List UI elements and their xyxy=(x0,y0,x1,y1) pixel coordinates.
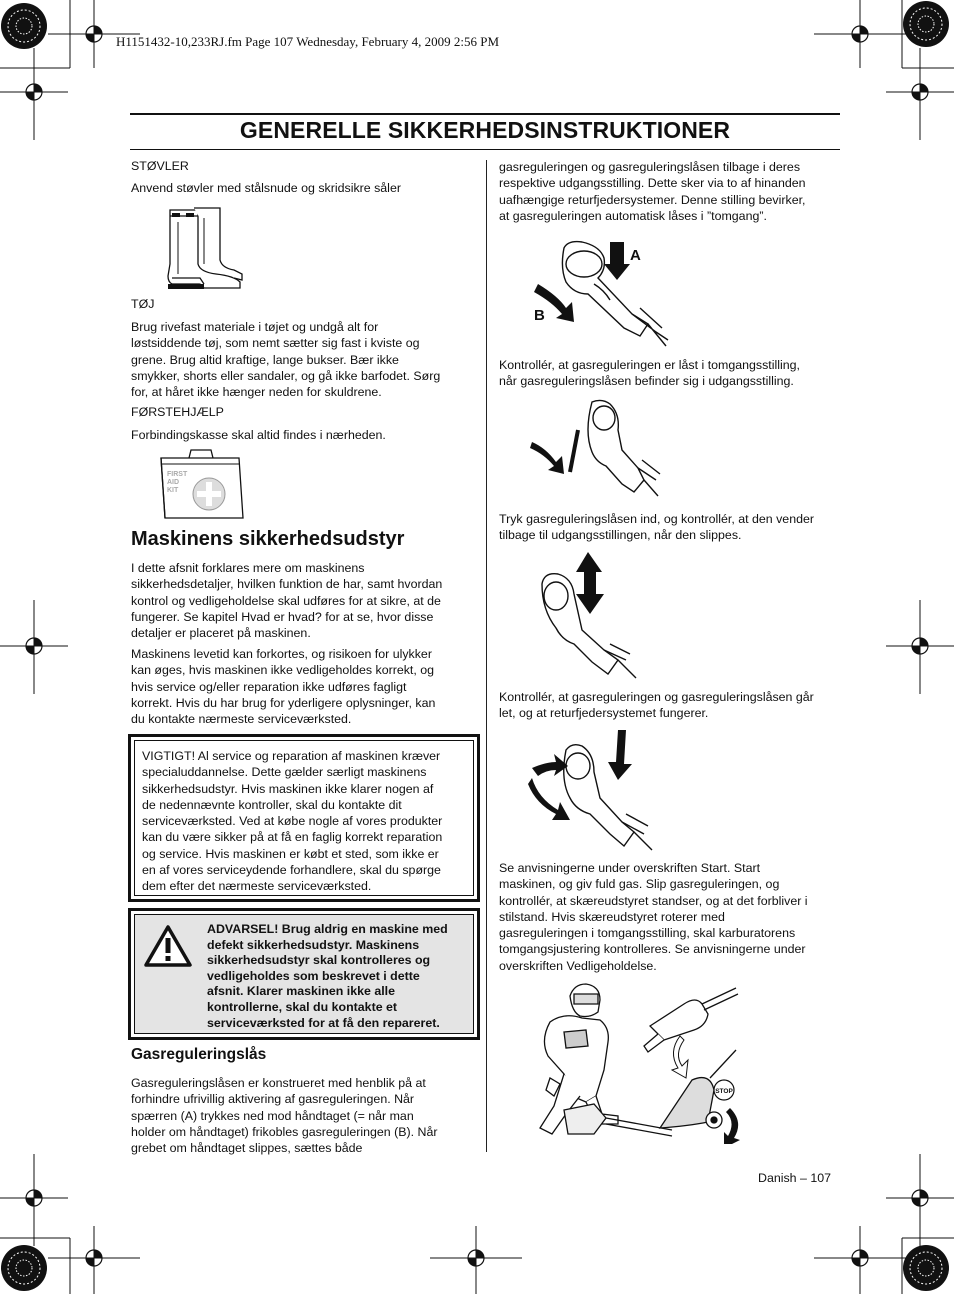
text-line: når gasreguleringslåsen befinder sig i udgangsstilling. xyxy=(499,374,794,389)
section-heading: Maskinens sikkerhedsudstyr xyxy=(131,528,405,550)
text-line: hvis service og/eller reparation ikke udføres fagligt xyxy=(131,679,407,694)
text-line: afsnit. Klarer maskinen ikke alle xyxy=(207,984,396,999)
label-b: B xyxy=(534,307,545,324)
title-rule-bottom xyxy=(130,149,840,150)
text-line: detaljer er placeret på maskinen. xyxy=(131,626,311,641)
subsection-heading: Gasreguleringslås xyxy=(131,1046,267,1063)
return-spring-paragraph xyxy=(499,159,806,224)
text-line: at gasreguleringen automatisk låses i ”tomgang”. xyxy=(499,208,767,223)
text-line: og service. Hvis maskinen er købt et sted, som ikke er xyxy=(142,846,439,861)
text-line: kontrollerne, skal du kontakte et xyxy=(207,999,398,1014)
text-line: Kontrollér, at gasreguleringen er låst i tomgangsstilling, xyxy=(499,358,800,372)
text-line: maskinen, og giv fuld gas. Slip gasreguleringen, og xyxy=(499,877,780,892)
warning-triangle-icon xyxy=(143,924,193,968)
text-line: sikkerhedsudstyr skal kontrolleres og xyxy=(207,953,431,968)
first-aid-kit-illustration xyxy=(155,448,247,524)
text-line: sikkerhedsdetaljer, hvilken funktion de har, samt hvordan xyxy=(131,577,443,592)
text-line: vedligeholdes som beskrevet i dette xyxy=(207,968,420,983)
text-line: tomgangsjustering kontrolleres. Se anvisningerne under xyxy=(499,942,806,957)
text-line: overskriften Vedligeholdelse. xyxy=(499,958,657,973)
text-line: Gasreguleringslåsen er konstrueret med henblik på at xyxy=(131,1076,426,1090)
text-line: Brug rivefast materiale i tøjet og undgå alt for xyxy=(131,320,379,334)
text-line: sikkerhedsudstyr. Hvis maskinen ikke klarer nogen af xyxy=(142,781,434,796)
text-line: de nedennævnte kontroller, skal du kontakte dit xyxy=(142,797,402,812)
text-line: grebet om håndtaget slippes, sættes både xyxy=(131,1141,363,1156)
boots-illustration xyxy=(160,204,246,294)
warning-text xyxy=(207,922,473,1031)
text-line: gasreguleringen i tomgangsstilling, skal karburatorens xyxy=(499,926,796,941)
text-line: defekt sikkerhedsudstyr. Maskinens xyxy=(207,937,420,952)
text-line: specialuddannelse. Dette gælder særligt maskinens xyxy=(142,765,427,780)
text-line: en af vores serviceydende forhandlere, skal du spørge xyxy=(142,863,441,878)
text-line: respektive udgangsstilling. Dette sker via to af hinanden xyxy=(499,176,806,191)
file-header-line: H1151432-10,233RJ.fm Page 107 Wednesday, February 4, 2009 2:56 PM xyxy=(116,34,500,49)
idle-lock-check-figure xyxy=(526,396,676,508)
text-line: kontrol og vedligeholdelse skal udføres for at sikre, at de xyxy=(131,593,441,608)
kit-label-line: AID xyxy=(167,479,180,486)
warning-inner xyxy=(134,914,474,1034)
text-line: korrekt. Hvis du har brug for yderligere oplysninger, kan xyxy=(131,695,436,710)
lifetime-paragraph xyxy=(131,646,435,727)
text-line: uafhængige returfjedersystemer. Denne stilling bevirker, xyxy=(499,192,806,207)
page-footer: Danish – 107 xyxy=(758,1171,832,1185)
check1-paragraph xyxy=(499,357,800,390)
firstaid-heading: FØRSTEHJÆLP xyxy=(131,405,224,419)
text-line: spærren (A) trykkes ned mod håndtaget (= når man xyxy=(131,1108,414,1123)
text-line: Tryk gasreguleringslåsen ind, og kontrollér, at den vender xyxy=(499,512,814,526)
text-line: smykker, shorts eller sandaler, og gå ikke barfodet. Sørg xyxy=(131,368,441,383)
text-line: kontrollér, at skæreudstyret standser, og at det forbliver i xyxy=(499,893,808,908)
handle-lock-figure xyxy=(528,228,678,352)
intro-paragraph xyxy=(131,560,442,641)
kit-label-line: KIT xyxy=(167,487,179,494)
important-notice-inner xyxy=(134,740,474,896)
label-a: A xyxy=(630,247,641,264)
clothing-heading: TØJ xyxy=(131,297,155,311)
text-line: kan øges, hvis maskinen ikke vedligeholdes korrekt, og xyxy=(131,663,435,678)
text-line: løstsiddende tøj, som nemt sætter sig fast i kviste og xyxy=(131,336,420,351)
text-line: grene. Brug altid kraftige, lange bukser. Bær ikke xyxy=(131,352,399,367)
text-line: for, at håret ikke hænger neden for skuldrene. xyxy=(131,385,382,400)
start-check-paragraph xyxy=(499,860,808,974)
stop-sign-label: STOP xyxy=(715,1088,733,1095)
text-line: kan du være sikker på at få en faglig korrekt reparation xyxy=(142,830,443,845)
text-line: stilstand. Hvis skæreudstyret roterer med xyxy=(499,909,725,924)
check3-paragraph xyxy=(499,689,814,722)
text-line: serviceværksted for at få den repareret. xyxy=(207,1015,440,1030)
text-line: ADVARSEL! Brug aldrig en maskine med xyxy=(207,922,448,936)
warning-box xyxy=(128,908,480,1040)
text-line: forhindre ufrivillig aktivering af gasreguleringen. Når xyxy=(131,1092,415,1107)
text-line: VIGTIGT! Al service og reparation af maskinen kræver xyxy=(142,749,441,763)
lock-release-check-figure xyxy=(526,550,666,686)
text-line: gasreguleringen og gasreguleringslåsen tilbage i deres xyxy=(499,160,801,174)
text-line: tilbage til udgangsstillingen, når den slippes. xyxy=(499,528,742,543)
page-title: GENERELLE SIKKERHEDSINSTRUKTIONER xyxy=(239,117,731,143)
title-rule-top xyxy=(130,113,840,115)
text-line: serviceværksted. Ved at købe nogle af vores produkter xyxy=(142,814,443,829)
text-line: Kontrollér, at gasreguleringen og gasreguleringslåsen går xyxy=(499,690,814,704)
column-divider xyxy=(486,160,487,1152)
clothing-paragraph xyxy=(131,319,440,400)
text-line: Maskinens levetid kan forkortes, og risikoen for ulykker xyxy=(131,647,432,661)
text-line: holder om håndtaget) frikobles gasreguleringen (B). Når xyxy=(131,1124,438,1139)
firstaid-text: Forbindingskasse skal altid findes i nærheden. xyxy=(131,428,386,442)
important-notice-box xyxy=(128,734,480,902)
text-line: let, og at returfjedersystemet fungerer. xyxy=(499,706,709,721)
kit-label-line: FIRST xyxy=(167,471,188,478)
text-line: fungerer. Se kapitel Hvad er hvad? for at se, hvor disse xyxy=(131,609,434,624)
text-line: dem efter det nærmeste serviceværksted. xyxy=(142,879,372,894)
boots-heading: STØVLER xyxy=(131,159,189,173)
throttle-lock-paragraph xyxy=(131,1075,438,1156)
text-line: du kontakte nærmeste serviceværksted. xyxy=(131,712,352,727)
return-spring-check-figure xyxy=(526,728,672,854)
check2-paragraph xyxy=(499,511,814,544)
boots-text: Anvend støvler med stålsnude og skridsikre såler xyxy=(131,181,401,195)
text-line: Se anvisningerne under overskriften Start. Start xyxy=(499,861,761,875)
text-line: I dette afsnit forklares mere om maskinens xyxy=(131,561,365,575)
operator-start-figure xyxy=(524,978,756,1144)
